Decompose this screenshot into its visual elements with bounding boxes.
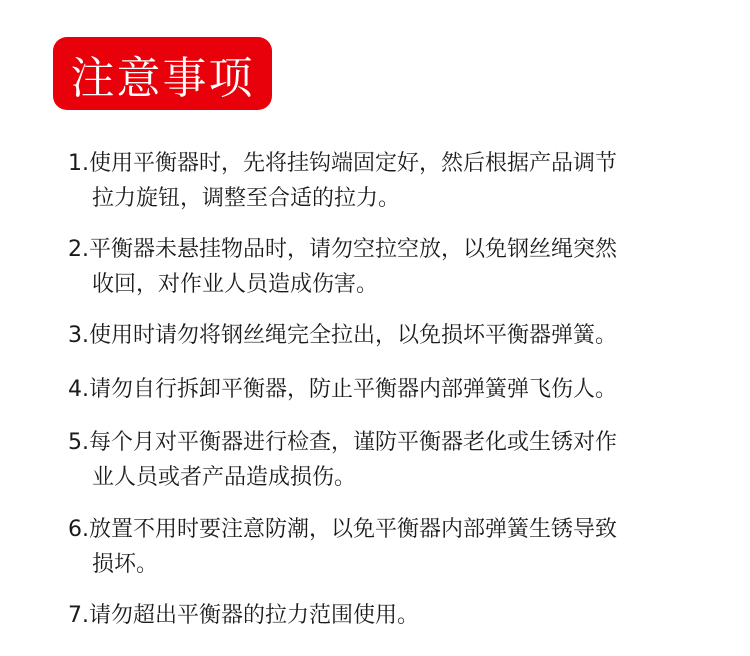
note-line: 4.请勿自行拆卸平衡器，防止平衡器内部弹簧弹飞伤人。 [68, 377, 617, 402]
note-item-7 [68, 598, 698, 633]
note-item-5 [68, 425, 698, 495]
note-line: 损坏。 [92, 552, 159, 577]
note-item-1 [68, 146, 698, 216]
note-item-3 [68, 318, 698, 353]
note-line: 拉力旋钮，调整至合适的拉力。 [92, 186, 401, 211]
note-item-2 [68, 232, 698, 302]
note-line: 7.请勿超出平衡器的拉力范围使用。 [68, 603, 419, 628]
note-item-6 [68, 512, 698, 582]
page-title-badge [53, 37, 272, 110]
note-line: 2.平衡器未悬挂物品时，请勿空拉空放，以免钢丝绳突然 [68, 237, 617, 262]
note-line: 收回，对作业人员造成伤害。 [92, 272, 379, 297]
note-item-4 [68, 372, 698, 407]
note-line: 1.使用平衡器时，先将挂钩端固定好，然后根据产品调节 [68, 151, 617, 176]
page-title: 注意事项 [70, 52, 255, 104]
note-line: 业人员或者产品造成损伤。 [92, 465, 357, 490]
note-line: 6.放置不用时要注意防潮，以免平衡器内部弹簧生锈导致 [68, 517, 617, 542]
note-line: 3.使用时请勿将钢丝绳完全拉出，以免损坏平衡器弹簧。 [68, 323, 617, 348]
note-line: 5.每个月对平衡器进行检查，谨防平衡器老化或生锈对作 [68, 430, 617, 455]
